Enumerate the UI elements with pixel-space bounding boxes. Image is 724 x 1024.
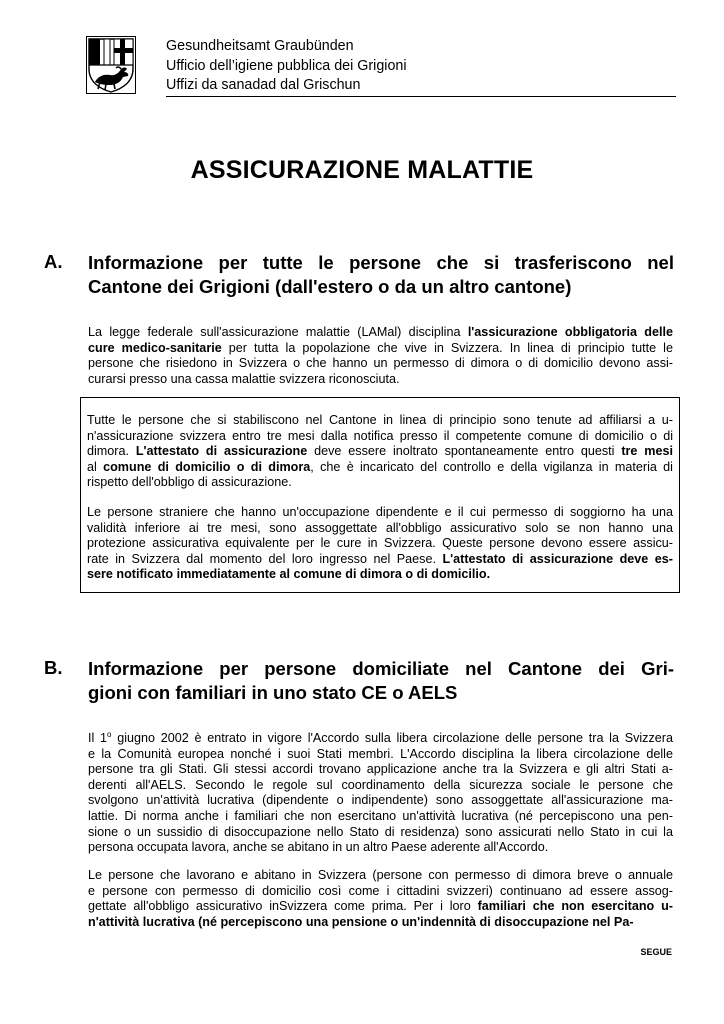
text-line: dimora. L'attestato di assicurazione deve essere inoltrato spontaneamente entro questi tre mesi — [87, 444, 673, 459]
bold-text: l'assicurazione obbligatoria delle — [467, 325, 673, 339]
text-line: Le persone che lavorano e abitano in Svizzera (persone con permesso di dimora breve o annuale — [88, 868, 673, 882]
graubuenden-coat-of-arms-icon — [86, 36, 136, 94]
section-a-heading-line: Cantone dei Grigioni (dall'estero o da un altro cantone) — [88, 276, 572, 297]
section-b-heading-line: Informazione per persone domiciliate nel Cantone dei Gri- — [88, 658, 674, 679]
notice-box — [80, 397, 680, 593]
section-b-letter: B. — [44, 657, 63, 678]
text-line: Le persone straniere che hanno un'occupazione dipendente e il cui permesso di soggiorno ha una — [87, 505, 673, 519]
bold-text: cure medico-sanitarie — [88, 340, 222, 355]
bold-text: tre mesi — [621, 444, 673, 459]
org-line-romansh: Uffizi da sanadad dal Grischun — [166, 77, 361, 93]
org-line-italian: Ufficio dell’igiene pubblica dei Grigioni — [166, 57, 407, 74]
text-line: rate in Svizzera dal momento del loro ingresso nel Paese. L'attestato di assicurazione deve es- — [87, 551, 673, 566]
text-line: persone tra gli Stati. Gli stessi accordi trovano applicazione anche tra la Svizzera e gli altri Stati a- — [88, 762, 673, 777]
text-line: persona occupata lavora, anche se abitano in un altro Paese aderente all'Accordo. — [88, 840, 549, 855]
text-line: lattie. Di norma anche i familiari che non esercitano un'attività lucrativa (né percepiscono una pen- — [88, 808, 673, 823]
text-line: al comune di domicilio o di dimora, che è incaricato del controllo e della vigilanza in materia di — [87, 459, 673, 474]
section-a-heading-line: Informazione per tutte le persone che si trasferiscono nel — [88, 252, 674, 273]
text-line: e persone con permesso di domicilio così come i cittadini svizzeri) continuano ad essere assog- — [88, 883, 673, 898]
section-b-heading — [88, 657, 674, 705]
org-line-german: Gesundheitsamt Graubünden — [166, 38, 354, 54]
text-line: svolgono un'attività lucrativa (dipendente o indipendente) sono assoggettate all'assicurazione ma- — [88, 793, 673, 808]
notice-paragraph-2 — [87, 505, 673, 583]
text-line — [88, 915, 673, 931]
header-divider — [166, 96, 676, 97]
section-a-letter: A. — [44, 251, 63, 272]
notice-paragraph-1 — [87, 413, 673, 491]
bold-text: n'attività lucrativa (né percepiscono una pensione o un'indennità di disoccupazione nel Pa- — [88, 914, 634, 929]
section-a-heading — [88, 251, 674, 299]
superscript-text: o — [107, 729, 112, 739]
text-line: sione o un sussidio di disoccupazione nello Stato di residenza) sono assicurati nello Stato in cui la — [88, 824, 673, 839]
section-b-paragraph-1 — [88, 731, 673, 856]
text-line: gettate all'obbligo assicurativo inSvizzera come prima. Per i loro familiari che non esercitano u- — [88, 899, 673, 914]
text-line: protezione assicurativa equivalente per le cure in Svizzera. Queste persone devono essere assicu- — [87, 536, 673, 551]
bold-text: L'attestato di assicurazione deve es- — [442, 551, 673, 566]
page-title: ASSICURAZIONE MALATTIE — [190, 156, 534, 184]
bold-text: comune di domicilio o di dimora — [103, 459, 311, 474]
text-line: e la Comunità europea nonché i suoi Stati membri. L'Accordo disciplina la libera circolazione delle — [88, 746, 673, 761]
text-line: n'assicurazione svizzera entro tre mesi dalla notifica presso il competente comune di domicilio o di — [87, 428, 673, 443]
bold-text: familiari che non esercitano u- — [477, 899, 673, 914]
continued-label: SEGUE — [640, 947, 672, 957]
text-line: curarsi presso una cassa malattie svizzera riconosciuta. — [88, 371, 400, 386]
text-line: validità inferiore ai tre mesi, sono assoggettate all'obbligo assicurativo solo se non hanno una — [87, 520, 673, 535]
text-line: Il 1$^o$ giugno 2002 è entrato in vigore l'Accordo sulla libera circolazione delle persone tra la Svizzera — [88, 729, 673, 745]
text-line: Tutte le persone che si stabiliscono nel Cantone in linea di principio sono tenute ad affiliarsi a u- — [87, 413, 673, 427]
text-line: persone che risiedono in Svizzera o che hanno un permesso di dimora o di domicilio devono assi- — [88, 356, 673, 371]
text-line: cure medico-sanitarie per tutta la popolazione che vive in Svizzera. In linea di principio tutte le — [88, 340, 673, 355]
text-line: rispetto dell'obbligo di assicurazione. — [87, 475, 292, 490]
section-b-paragraph-2 — [88, 868, 673, 930]
section-b-heading-line: gioni con familiari in uno stato CE o AELS — [88, 682, 458, 703]
section-a-intro-paragraph — [88, 325, 673, 387]
text-line: derenti all'AELS. Secondo le regole sul coordinamento della sicurezza sociale le persone che — [88, 777, 673, 792]
text-line: La legge federale sull'assicurazione malattie (LAMal) disciplina l'assicurazione obbligatoria delle — [88, 325, 673, 339]
bold-text: L'attestato di assicurazione — [135, 444, 308, 459]
bold-text: sere notificato immediatamente al comune di dimora o di domicilio. — [87, 567, 491, 582]
organization-name — [166, 37, 407, 96]
text-line — [87, 567, 673, 583]
